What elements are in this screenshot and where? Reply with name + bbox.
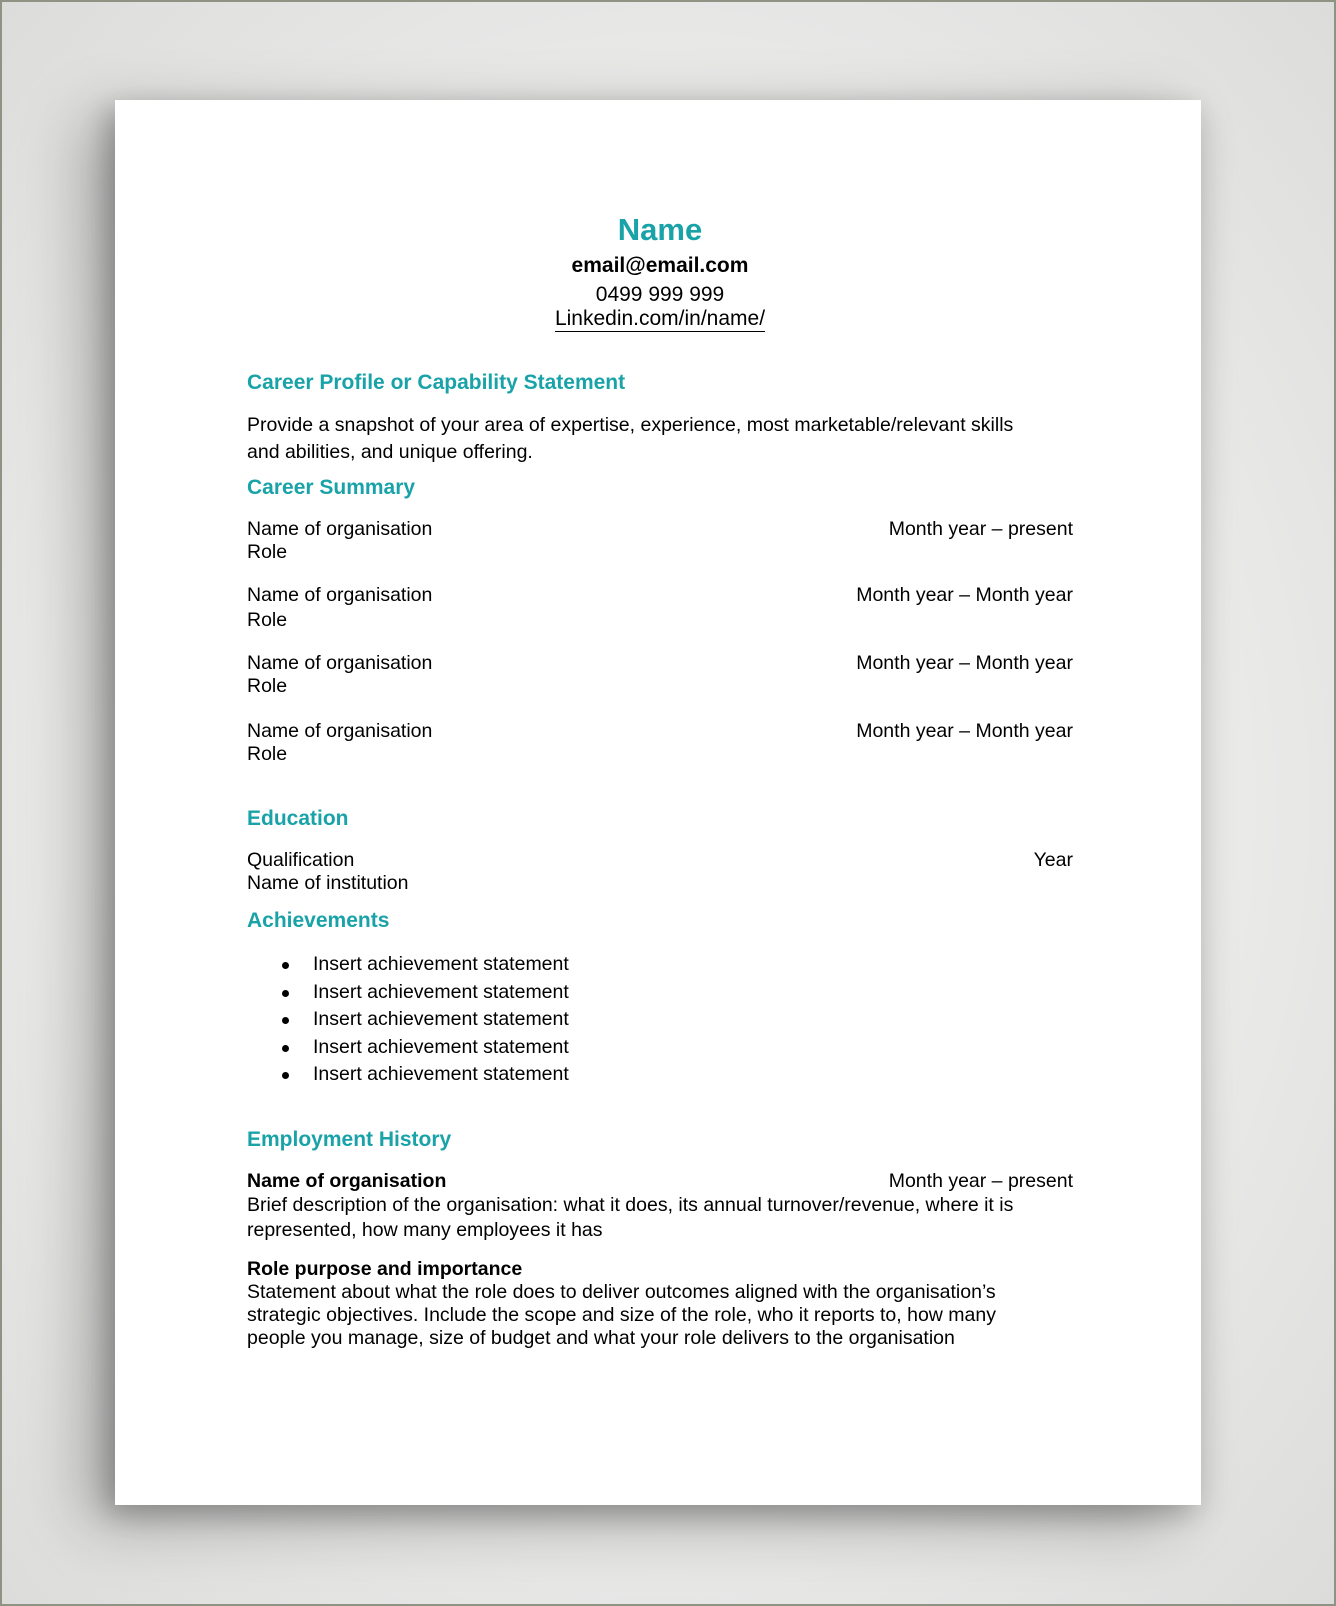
bullet-icon	[282, 962, 289, 969]
institution-name: Name of institution	[247, 872, 409, 894]
list-item: Insert achievement statement	[247, 951, 1073, 979]
date-range: Month year – Month year	[856, 652, 1073, 674]
linkedin-link[interactable]: Linkedin.com/in/name/	[554, 307, 766, 330]
role-title: Role	[247, 609, 288, 631]
career-profile-text: Provide a snapshot of your area of expertise, experience, most marketable/relevant skills and abilities, and unique offering.	[247, 414, 1014, 463]
bullet-icon	[282, 990, 289, 997]
education-title: Education	[247, 807, 349, 830]
education-section	[247, 806, 1073, 895]
career-profile-section	[247, 370, 1073, 466]
organisation-name: Name of organisation	[247, 652, 433, 674]
organisation-name: Name of organisation	[247, 518, 433, 540]
role-purpose-heading: Role purpose and importance	[247, 1257, 523, 1280]
list-item: Insert achievement statement	[247, 1061, 1073, 1089]
employment-dates: Month year – present	[888, 1169, 1073, 1192]
employment-history-section	[247, 1127, 1073, 1350]
role-title: Role	[247, 675, 288, 697]
employment-history-title: Employment History	[247, 1127, 452, 1151]
date-range: Month year – present	[888, 518, 1073, 540]
date-range: Month year – Month year	[856, 584, 1073, 606]
role-title: Role	[247, 743, 288, 765]
contact-header	[247, 210, 1073, 332]
email-address: email@email.com	[571, 254, 749, 277]
qualification: Qualification	[247, 849, 355, 871]
achievements-list	[247, 951, 1073, 1089]
achievements-section	[247, 908, 1073, 1089]
career-profile-title: Career Profile or Capability Statement	[247, 371, 626, 394]
career-summary-entry	[247, 720, 1073, 766]
organisation-name: Name of organisation	[247, 584, 433, 606]
resume-content	[247, 210, 1073, 1350]
qualification-year: Year	[1033, 849, 1073, 871]
organisation-description: Brief description of the organisation: what it does, its annual turnover/revenue, where it is represented, how many employees it has	[247, 1193, 1014, 1241]
bullet-icon	[282, 1045, 289, 1052]
list-item: Insert achievement statement	[247, 1006, 1073, 1034]
career-summary-entry	[247, 652, 1073, 698]
bullet-icon	[282, 1017, 289, 1024]
role-purpose-text: Statement about what the role does to deliver outcomes aligned with the organisation’s strategic objectives. Include the scope and size of the role, who it reports to, how many people you manage, size of budget and what your role delivers to the organisation	[247, 1280, 996, 1349]
date-range: Month year – Month year	[856, 720, 1073, 742]
role-title: Role	[247, 541, 288, 563]
organisation-name: Name of organisation	[247, 720, 433, 742]
bullet-icon	[282, 1072, 289, 1079]
career-summary-entry	[247, 584, 1073, 632]
list-item: Insert achievement statement	[247, 1034, 1073, 1062]
career-summary-entry	[247, 518, 1073, 564]
career-summary-section	[247, 475, 1073, 766]
phone-number: 0499 999 999	[595, 283, 725, 306]
list-item: Insert achievement statement	[247, 979, 1073, 1007]
achievements-title: Achievements	[247, 909, 390, 932]
career-summary-title: Career Summary	[247, 476, 416, 499]
employer-name: Name of organisation	[247, 1169, 447, 1192]
candidate-name: Name	[617, 212, 703, 247]
resume-page	[115, 100, 1201, 1505]
